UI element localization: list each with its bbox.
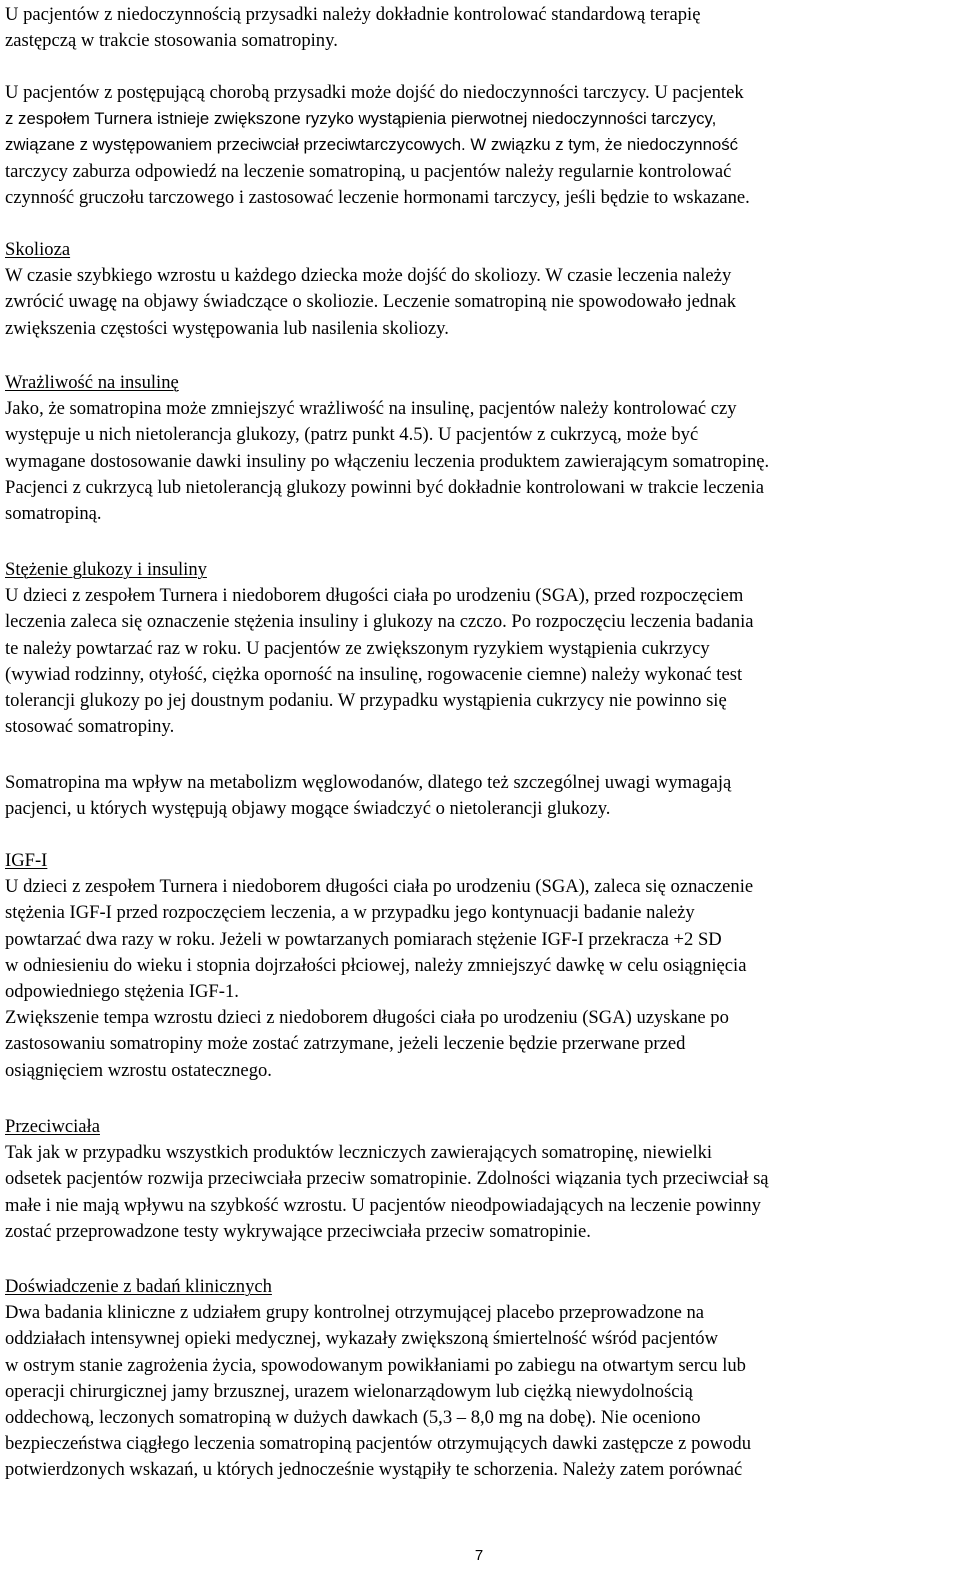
text-line: somatropiną. bbox=[5, 502, 102, 524]
section-heading: IGF-I bbox=[5, 850, 48, 871]
section-przeciwciala bbox=[5, 1114, 769, 1245]
section-heading: Przeciwciała bbox=[5, 1116, 100, 1137]
text-line: leczenia zaleca się oznaczenie stężenia insuliny i glukozy na czczo. Po rozpoczęciu leczenia badania bbox=[5, 611, 754, 633]
text-line: Tak jak w przypadku wszystkich produktów leczniczych zawierających somatropinę, niewielki bbox=[5, 1142, 713, 1164]
text-line: związane z występowaniem przeciwciał przeciwtarczycowych. W związku z tym, że niedoczynność bbox=[5, 135, 739, 155]
text-line: U pacjentów z postępującą chorobą przysadki może dojść do niedoczynności tarczycy. U pacjentek bbox=[5, 82, 744, 103]
text-line: oddechową, leczonych somatropiną w dużych dawkach (5,3 – 8,0 mg na dobę). Nie oceniono bbox=[5, 1406, 701, 1428]
text-line: te należy powtarzać raz w roku. U pacjentów ze zwiększonym ryzykiem wystąpienia cukrzycy bbox=[5, 637, 710, 659]
text-line: odpowiedniego stężenia IGF-1. bbox=[5, 980, 239, 1002]
page-number: 7 bbox=[474, 1547, 484, 1564]
text-line: Somatropina ma wpływ na metabolizm węglowodanów, dlatego też szczególnej uwagi wymagają bbox=[5, 772, 732, 793]
text-line: tolerancji glukozy po jej doustnym podaniu. W przypadku wystąpienia cukrzycy nie powinno się bbox=[5, 689, 727, 711]
text-line: odsetek pacjentów rozwija przeciwciała przeciw somatropinie. Zdolności wiązania tych przeciwciał są bbox=[5, 1168, 769, 1190]
section-heading: Wrażliwość na insulinę bbox=[5, 372, 179, 393]
text-line: czynność gruczołu tarczowego i zastosować leczenie hormonami tarczycy, jeśli będzie to wskazane. bbox=[5, 186, 750, 208]
text-line: bezpieczeństwa ciągłego leczenia somatropiną pacjentów otrzymujących dawki zastępcze z powodu bbox=[5, 1433, 751, 1455]
text-line: w odniesieniu do wieku i stopnia dojrzałości płciowej, należy zmniejszyć dawkę w celu osiągnięcia bbox=[5, 954, 747, 976]
text-line: U dzieci z zespołem Turnera i niedoborem długości ciała po urodzeniu (SGA), przed rozpoczęciem bbox=[5, 585, 744, 607]
text-line: tarczycy zaburza odpowiedź na leczenie somatropiną, u pacjentów należy regularnie kontrolować bbox=[5, 160, 732, 182]
text-line: W czasie szybkiego wzrostu u każdego dziecka może dojść do skoliozy. W czasie leczenia należy bbox=[5, 265, 732, 287]
text-line: zwrócić uwagę na objawy świadczące o skoliozie. Leczenie somatropiną nie spowodowało jednak bbox=[5, 291, 737, 313]
text-line: z zespołem Turnera istnieje zwiększone ryzyko wystąpienia pierwotnej niedoczynności tarczycy, bbox=[5, 109, 717, 129]
text-line: zostać przeprowadzone testy wykrywające przeciwciała przeciw somatropinie. bbox=[5, 1220, 591, 1242]
text-line: pacjenci, u których występują objawy mogące świadczyć o nietolerancji glukozy. bbox=[5, 798, 611, 820]
section-heading: Doświadczenie z badań klinicznych bbox=[5, 1276, 272, 1297]
text-line: małe i nie mają wpływu na szybkość wzrostu. U pacjentów nieodpowiadających na leczenie powinny bbox=[5, 1194, 761, 1216]
text-line: występuje u nich nietolerancja glukozy, (patrz punkt 4.5). U pacjentów z cukrzycą, może być bbox=[5, 424, 699, 446]
text-line: zastępczą w trakcie stosowania somatropiny. bbox=[5, 30, 338, 52]
section-stezenie bbox=[5, 557, 754, 740]
paragraph-thyroid-hypofunction bbox=[5, 80, 750, 211]
text-line: zastosowaniu somatropiny może zostać zatrzymane, jeżeli leczenie będzie przerwane przed bbox=[5, 1033, 686, 1055]
text-line: Pacjenci z cukrzycą lub nietolerancją glukozy powinni być dokładnie kontrolowani w trakcie leczenia bbox=[5, 476, 764, 498]
text-line: wymagane dostosowanie dawki insuliny po włączeniu leczenia produktem zawierającym somatropinę. bbox=[5, 450, 770, 472]
section-metabolizm bbox=[5, 770, 731, 822]
text-line: operacji chirurgicznej jamy brzusznej, urazem wielonarządowym lub ciężką niewydolnością bbox=[5, 1380, 693, 1402]
section-skolioza bbox=[5, 237, 736, 342]
text-line: Dwa badania kliniczne z udziałem grupy kontrolnej otrzymującej placebo przeprowadzone na bbox=[5, 1302, 705, 1324]
text-line: Jako, że somatropina może zmniejszyć wrażliwość na insulinę, pacjentów należy kontrolować czy bbox=[5, 398, 737, 420]
text-line: stężenia IGF-I przed rozpoczęciem leczenia, a w przypadku jego kontynuacji badanie należy bbox=[5, 902, 695, 924]
section-heading: Skolioza bbox=[5, 239, 71, 260]
section-heading: Stężenie glukozy i insuliny bbox=[5, 559, 207, 580]
text-line: zwiększenia częstości występowania lub nasilenia skoliozy. bbox=[5, 317, 449, 339]
text-line: U pacjentów z niedoczynnością przysadki należy dokładnie kontrolować standardową terapię bbox=[5, 4, 701, 25]
section-wrazliwosc bbox=[5, 370, 769, 527]
text-line: Zwiększenie tempa wzrostu dzieci z niedoborem długości ciała po urodzeniu (SGA) uzyskane po bbox=[5, 1007, 729, 1029]
text-line: potwierdzonych wskazań, u których jednocześnie wystąpiły te schorzenia. Należy zatem porównać bbox=[5, 1459, 743, 1481]
paragraph-thyroid-therapy bbox=[5, 2, 700, 54]
text-line: oddziałach intensywnej opieki medycznej, wykazały zwiększoną śmiertelność wśród pacjentów bbox=[5, 1328, 719, 1350]
section-doswiadczenie bbox=[5, 1274, 751, 1484]
text-line: w ostrym stanie zagrożenia życia, spowodowanym powikłaniami po zabiegu na otwartym sercu lub bbox=[5, 1354, 746, 1376]
text-line: osiągnięciem wzrostu ostatecznego. bbox=[5, 1059, 272, 1081]
text-line: stosować somatropiny. bbox=[5, 716, 175, 738]
section-igf bbox=[5, 848, 753, 1084]
text-line: (wywiad rodzinny, otyłość, ciężka oporność na insulinę, rogowacenie ciemne) należy wykonać test bbox=[5, 663, 743, 685]
text-line: powtarzać dwa razy w roku. Jeżeli w powtarzanych pomiarach stężenie IGF-I przekracza +2 SD bbox=[5, 928, 722, 950]
text-line: U dzieci z zespołem Turnera i niedoborem długości ciała po urodzeniu (SGA), zaleca się oznaczenie bbox=[5, 876, 754, 898]
